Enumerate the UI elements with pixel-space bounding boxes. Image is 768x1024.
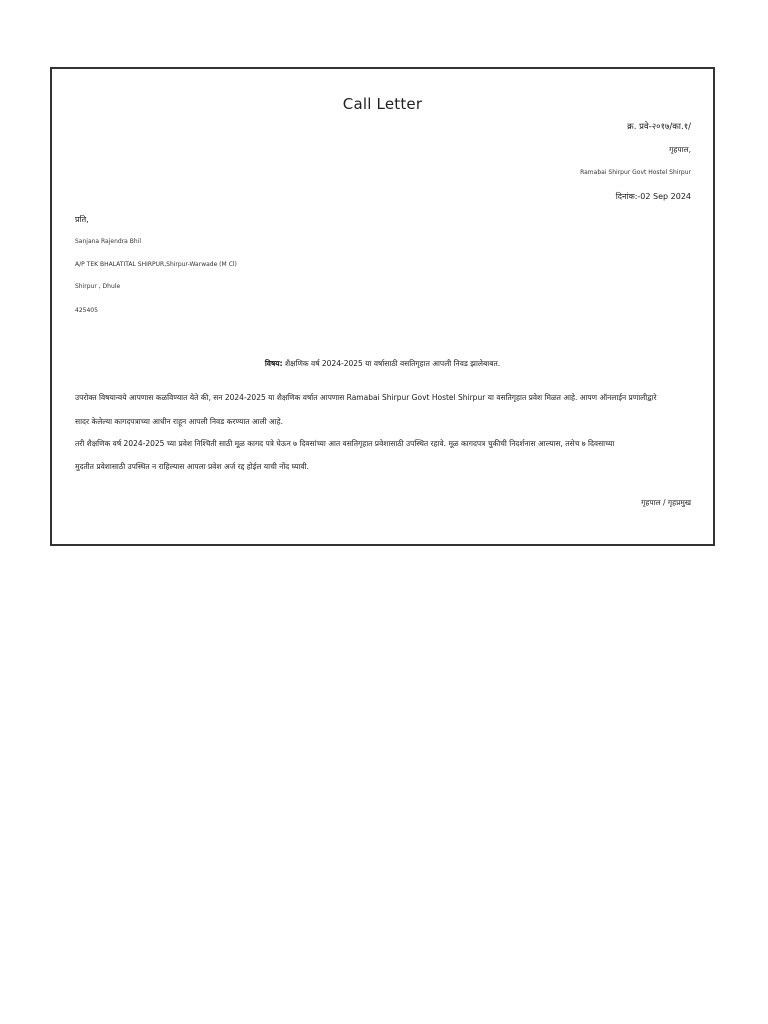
recipient-address-line2: Shirpur , Dhule xyxy=(75,283,121,290)
subject-line xyxy=(52,359,713,369)
signature-designation: गृहपाल / गृहप्रमुख xyxy=(641,498,691,507)
office-designation: गृहपाल, xyxy=(669,145,691,154)
reference-number: क्र. प्रवे-२०१७/का.१/ xyxy=(627,122,691,132)
salutation: प्रति, xyxy=(75,215,89,224)
letter-date: दिनांक:-02 Sep 2024 xyxy=(615,192,691,201)
subject-text: शैक्षणिक वर्ष 2024-2025 या वर्षासाठी वसतिगृहात आपली निवड झालेबाबत. xyxy=(282,359,501,368)
hostel-name: Ramabai Shirpur Govt Hostel Shirpur xyxy=(580,169,691,176)
body-line-1: उपरोक्त विषयान्वये आपणास कळविण्यात येते की, सन 2024-2025 या शैक्षणिक वर्षात आपणास Ramabai Shirpur Govt Hostel Shirpur या वसतिगृहात प्रवेश मिळत आहे. आपण ऑनलाईन प्रणालीद्वारे xyxy=(75,393,657,402)
recipient-pincode: 425405 xyxy=(75,307,98,314)
body-line-4: मुदतीत प्रवेशासाठी उपस्थित न राहिल्यास आपला प्रवेश अर्ज रद्द होईल याची नोंद घ्यावी. xyxy=(75,462,309,471)
body-line-3: तरी शैक्षणिक वर्ष 2024-2025 च्या प्रवेश निश्चिती साठी मूळ कागद पत्रे घेऊन ७ दिवसांच्या आत वसतिगृहात प्रवेशासाठी उपस्थित रहावे. मूळ कागदपत्र चुकीची निदर्शनास आल्यास, तसेच ७ दिवसाच्या xyxy=(75,439,615,448)
recipient-name: Sanjana Rajendra Bhil xyxy=(75,238,142,245)
body-line-2: सादर केलेल्या कागदपत्राच्या आधीन राहून आपली निवड करण्यात आली आहे. xyxy=(75,417,284,426)
recipient-address-line1: A/P TEK BHALATITAL SHIRPUR,Shirpur-Warwade (M Cl) xyxy=(75,261,237,268)
letter-title: Call Letter xyxy=(342,95,423,113)
subject-label: विषय: xyxy=(264,359,283,368)
call-letter-document xyxy=(50,67,715,546)
